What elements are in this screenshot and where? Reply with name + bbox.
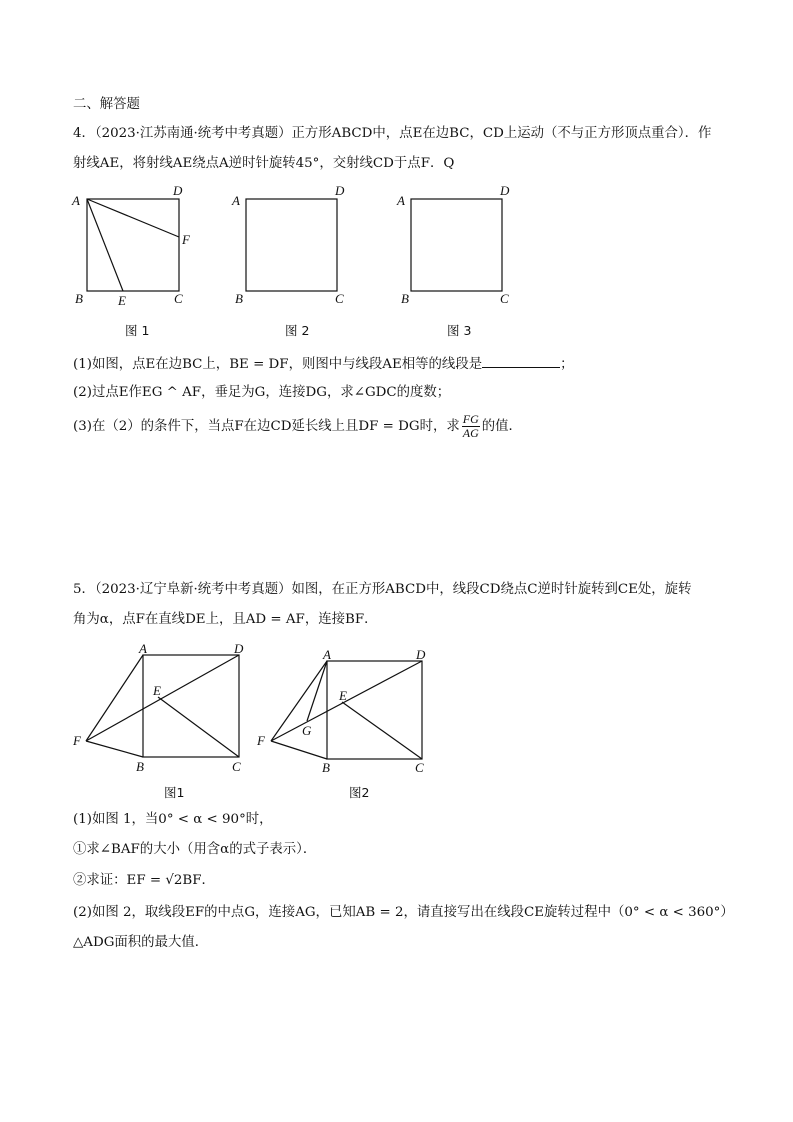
q5-fig2-label-G: G <box>302 723 312 738</box>
q5-figure-1 <box>86 655 239 757</box>
section-heading: 二、解答题 <box>73 97 140 112</box>
q5-fig2-label-A: A <box>323 647 331 662</box>
q5-fig1-label-F: F <box>73 733 81 748</box>
q4-fig1-label-F: F <box>182 232 190 247</box>
q4-figure-3 <box>411 199 502 291</box>
q5-fig1-label-D: D <box>234 641 244 656</box>
q4-fig1-label-B: B <box>75 291 83 306</box>
q4-fig2-label-C: C <box>335 291 344 306</box>
q5-fig1-label-C: C <box>232 759 241 774</box>
q5-fig1-label-B: B <box>136 759 144 774</box>
q5-figures <box>60 640 440 805</box>
q5-fig2-label-F: F <box>257 733 265 748</box>
q4-part3-fraction <box>462 413 480 440</box>
q5-caption-2: 图2 <box>349 785 370 800</box>
q5-fig2-label-D: D <box>416 647 426 662</box>
q4-part3 <box>73 412 522 442</box>
q5-part1a: ①求∠BAF的大小（用含α的式子表示）． <box>73 842 317 857</box>
q4-part1-text: (1)如图，点E在边BC上，BE = DF，则图中与线段AE相等的线段是 <box>73 357 483 372</box>
q5-fig2-label-C: C <box>415 760 424 775</box>
q5-stem-line2: 角为α，点F在直线DE上，且AD = AF，连接BF． <box>73 612 378 627</box>
q4-fig1-label-A: A <box>72 193 80 208</box>
q4-part1-answer-blank[interactable] <box>482 355 560 368</box>
q4-part3-end: 的值． <box>481 419 522 434</box>
q4-fig2-label-A: A <box>232 193 240 208</box>
q5-part1: (1)如图 1，当0° < α < 90°时， <box>73 812 273 827</box>
q4-fig1-label-C: C <box>174 291 183 306</box>
q4-caption-3: 图 3 <box>447 323 472 338</box>
q5-fig1-label-A: A <box>139 641 147 656</box>
q4-fig1-label-D: D <box>173 183 183 198</box>
q4-fig2-label-B: B <box>235 291 243 306</box>
q4-fig3-label-C: C <box>500 291 509 306</box>
q4-figure-2 <box>246 199 337 291</box>
q4-caption-2: 图 2 <box>285 323 310 338</box>
q4-fig3-label-D: D <box>500 183 510 198</box>
q4-part3-frac-den: AG <box>462 426 479 440</box>
q4-caption-1: 图 1 <box>125 323 150 338</box>
q4-part3-text: (3)在（2）的条件下，当点F在边CD延长线上且DF = DG时，求 <box>73 419 460 434</box>
q4-fig2-label-D: D <box>335 183 345 198</box>
q4-stem-line1: 4．（2023·江苏南通·统考中考真题）正方形ABCD中，点E在边BC，CD上运动（不与正方形顶点重合）．作 <box>73 126 712 141</box>
q5-part1b: ②求证：EF = √2BF． <box>73 873 215 888</box>
q4-part1-end: ； <box>560 357 574 372</box>
q5-part2-line2: △ADG面积的最大值． <box>73 935 209 950</box>
q4-figures <box>60 178 530 343</box>
q5-part2-line1: (2)如图 2，取线段EF的中点G，连接AG，已知AB = 2，请直接写出在线段CE旋转过程中（0° < α < 360°） <box>73 905 734 920</box>
q4-fig1-label-E: E <box>118 293 126 308</box>
q5-fig1-label-E: E <box>153 683 161 698</box>
q4-fig3-label-B: B <box>401 291 409 306</box>
q5-figure-2 <box>271 661 422 759</box>
q4-part3-frac-num: FG <box>462 412 479 426</box>
q4-part2: (2)过点E作EG ^ AF，垂足为G，连接DG，求∠GDC的度数； <box>73 385 451 400</box>
q5-caption-1: 图1 <box>164 785 185 800</box>
q5-fig2-label-E: E <box>339 688 347 703</box>
q4-fig3-label-A: A <box>397 193 405 208</box>
q4-figure-1 <box>87 199 179 291</box>
q5-fig2-label-B: B <box>322 760 330 775</box>
q4-stem-line2: 射线AE，将射线AE绕点A逆时针旋转45°，交射线CD于点F．Q <box>73 156 455 171</box>
q4-part1 <box>73 355 574 374</box>
q5-stem-line1: 5．（2023·辽宁阜新·统考中考真题）如图，在正方形ABCD中，线段CD绕点C逆时针旋转到CE处，旋转 <box>73 582 692 597</box>
